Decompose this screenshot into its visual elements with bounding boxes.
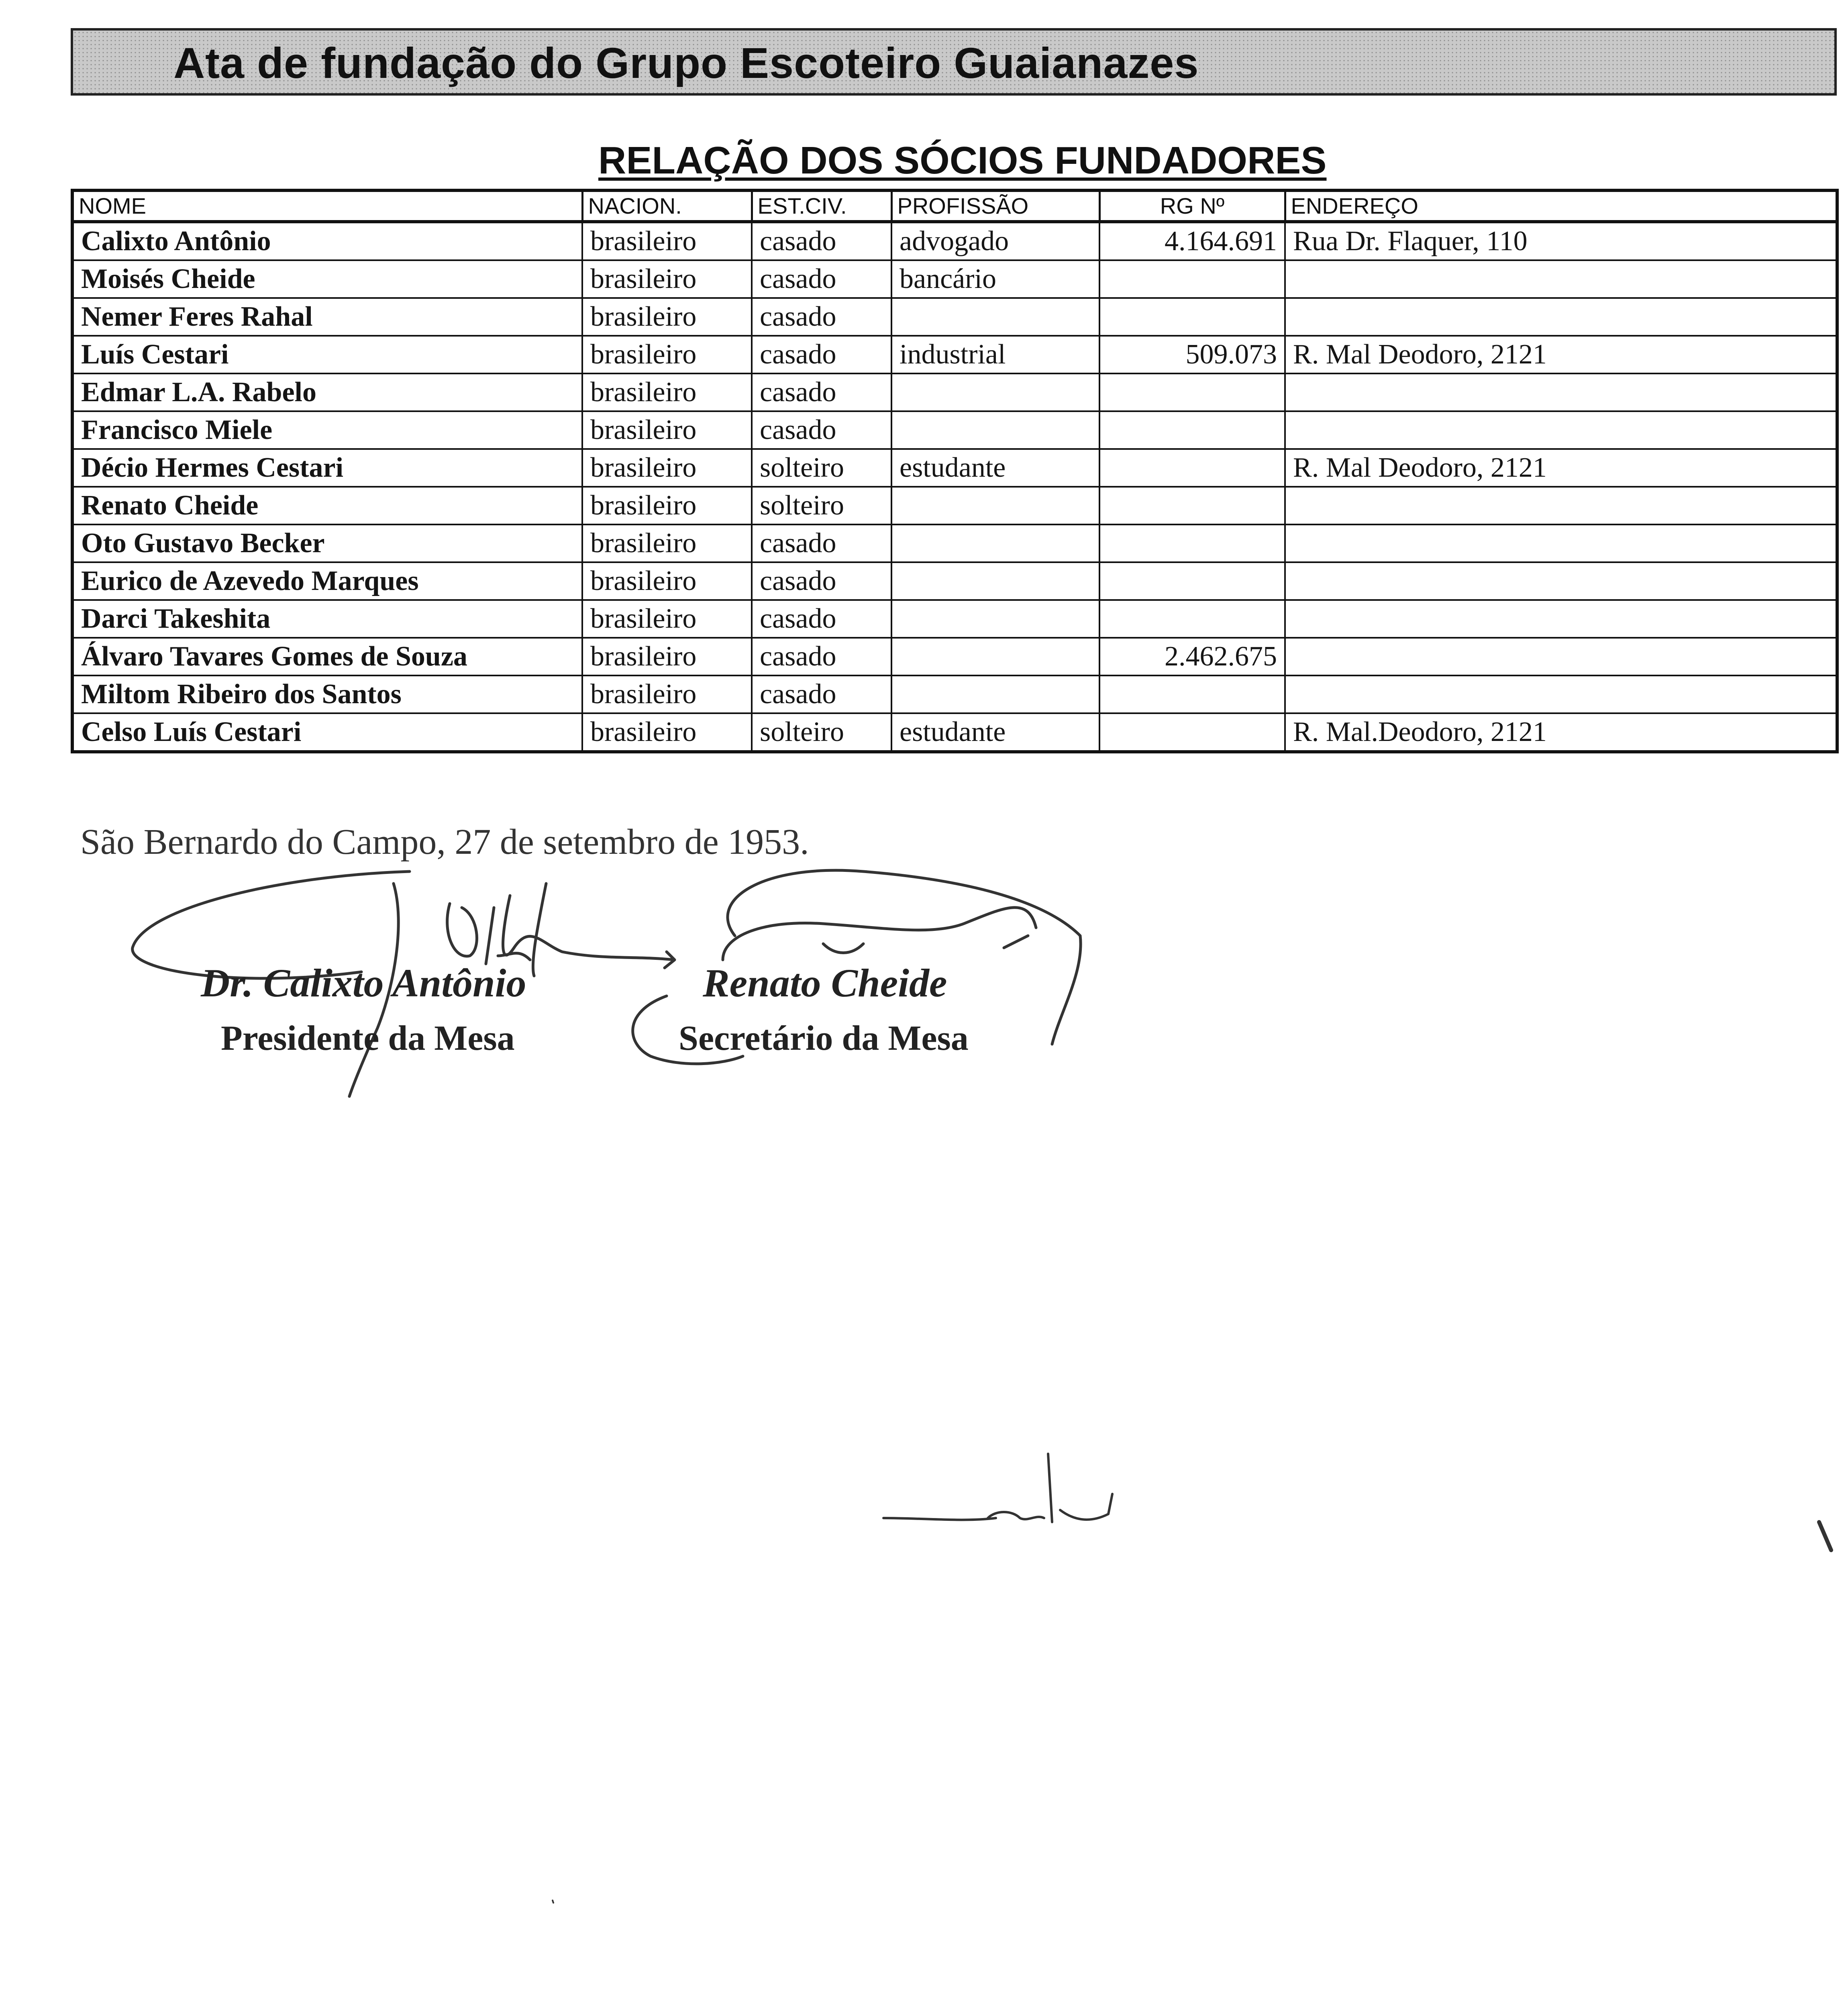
cell-estciv: casado [752, 222, 891, 260]
table-row [72, 562, 1837, 600]
cell-estciv: casado [752, 524, 891, 562]
cell-profissao [891, 562, 1099, 600]
cell-nacion: brasileiro [582, 487, 752, 524]
cell-endereco: Rua Dr. Flaquer, 110 [1285, 222, 1837, 260]
cell-estciv: casado [752, 336, 891, 373]
table-row [72, 449, 1837, 487]
table-row [72, 675, 1837, 713]
cell-nacion: brasileiro [582, 675, 752, 713]
cell-nome: Miltom Ribeiro dos Santos [72, 675, 582, 713]
cell-estciv: casado [752, 638, 891, 675]
cell-rg [1099, 524, 1285, 562]
cell-nacion: brasileiro [582, 562, 752, 600]
cell-profissao: estudante [891, 713, 1099, 752]
cell-rg [1099, 298, 1285, 336]
secretary-signature-loop [723, 908, 1036, 960]
cell-profissao [891, 487, 1099, 524]
president-name: Dr. Calixto Antônio [201, 961, 526, 1005]
cell-estciv: casado [752, 675, 891, 713]
column-header-rg: RG Nº [1099, 190, 1285, 222]
cell-endereco [1285, 524, 1837, 562]
cell-profissao: advogado [891, 222, 1099, 260]
table-body [72, 222, 1837, 752]
cell-rg: 509.073 [1099, 336, 1285, 373]
table-row [72, 373, 1837, 411]
cell-nacion: brasileiro [582, 449, 752, 487]
cell-endereco [1285, 260, 1837, 298]
column-header-endereco: ENDEREÇO [1285, 190, 1837, 222]
cell-profissao [891, 411, 1099, 449]
secretary-name: Renato Cheide [703, 961, 947, 1005]
cell-profissao: estudante [891, 449, 1099, 487]
cell-estciv: casado [752, 298, 891, 336]
cell-estciv: casado [752, 562, 891, 600]
cell-nome: Álvaro Tavares Gomes de Souza [72, 638, 582, 675]
cell-estciv: casado [752, 411, 891, 449]
edge-mark [1819, 1522, 1831, 1550]
cell-nacion: brasileiro [582, 713, 752, 752]
cell-nacion: brasileiro [582, 298, 752, 336]
cell-nome: Renato Cheide [72, 487, 582, 524]
cell-endereco: R. Mal Deodoro, 2121 [1285, 449, 1837, 487]
cell-nacion: brasileiro [582, 336, 752, 373]
cell-nacion: brasileiro [582, 600, 752, 638]
president-role: Presidente da Mesa [221, 1019, 515, 1058]
cell-endereco [1285, 675, 1837, 713]
cell-nome: Moisés Cheide [72, 260, 582, 298]
cell-estciv: solteiro [752, 449, 891, 487]
table-row [72, 336, 1837, 373]
cell-profissao: bancário [891, 260, 1099, 298]
column-header-estciv: EST.CIV. [752, 190, 891, 222]
cell-nome: Edmar L.A. Rabelo [72, 373, 582, 411]
cell-nacion: brasileiro [582, 524, 752, 562]
cell-endereco [1285, 600, 1837, 638]
table-row [72, 713, 1837, 752]
cell-nacion: brasileiro [582, 222, 752, 260]
section-heading: RELAÇÃO DOS SÓCIOS FUNDADORES [598, 139, 1327, 182]
cell-rg: 2.462.675 [1099, 638, 1285, 675]
cell-nacion: brasileiro [582, 260, 752, 298]
table-row [72, 298, 1837, 336]
cell-profissao [891, 600, 1099, 638]
cell-profissao [891, 638, 1099, 675]
founders-table [71, 189, 1839, 753]
table-row [72, 222, 1837, 260]
cell-endereco [1285, 298, 1837, 336]
cell-nome: Calixto Antônio [72, 222, 582, 260]
table-row [72, 638, 1837, 675]
cell-nacion: brasileiro [582, 373, 752, 411]
column-header-profissao: PROFISSÃO [891, 190, 1099, 222]
president-signature-ascender [533, 884, 546, 976]
secretary-signature-mark [823, 936, 1028, 953]
cell-endereco [1285, 638, 1837, 675]
cell-endereco [1285, 411, 1837, 449]
cell-nome: Francisco Miele [72, 411, 582, 449]
cell-endereco [1285, 487, 1837, 524]
cell-estciv: solteiro [752, 713, 891, 752]
cell-estciv: casado [752, 600, 891, 638]
cell-rg [1099, 373, 1285, 411]
cell-nome: Nemer Feres Rahal [72, 298, 582, 336]
table-row [72, 260, 1837, 298]
cell-endereco [1285, 562, 1837, 600]
cell-nacion: brasileiro [582, 638, 752, 675]
cell-rg [1099, 449, 1285, 487]
cell-profissao [891, 675, 1099, 713]
cell-nome: Darci Takeshita [72, 600, 582, 638]
cell-nacion: brasileiro [582, 411, 752, 449]
cell-rg [1099, 600, 1285, 638]
initial-mark [883, 1454, 1112, 1522]
title-banner [71, 28, 1837, 96]
cell-rg [1099, 411, 1285, 449]
cell-nome: Oto Gustavo Becker [72, 524, 582, 562]
date-line: São Bernardo do Campo, 27 de setembro de 1953. [80, 822, 809, 862]
cell-endereco: R. Mal.Deodoro, 2121 [1285, 713, 1837, 752]
cell-endereco [1285, 373, 1837, 411]
cell-rg [1099, 562, 1285, 600]
cell-profissao: industrial [891, 336, 1099, 373]
cell-rg: 4.164.691 [1099, 222, 1285, 260]
cell-rg [1099, 260, 1285, 298]
cell-estciv: solteiro [752, 487, 891, 524]
column-header-nacion: NACION. [582, 190, 752, 222]
table-row [72, 411, 1837, 449]
cell-endereco: R. Mal Deodoro, 2121 [1285, 336, 1837, 373]
cell-rg [1099, 487, 1285, 524]
cell-profissao [891, 298, 1099, 336]
cell-nome: Luís Cestari [72, 336, 582, 373]
table-row [72, 487, 1837, 524]
cell-estciv: casado [752, 373, 891, 411]
cell-rg [1099, 713, 1285, 752]
cell-nome: Celso Luís Cestari [72, 713, 582, 752]
cell-nome: Décio Hermes Cestari [72, 449, 582, 487]
cell-estciv: casado [752, 260, 891, 298]
document-title: Ata de fundação do Grupo Escoteiro Guaianazes [173, 39, 1199, 87]
table-row [72, 600, 1837, 638]
table-header-row [72, 190, 1837, 222]
column-header-nome: NOME [72, 190, 582, 222]
table-row [72, 524, 1837, 562]
cell-nome: Eurico de Azevedo Marques [72, 562, 582, 600]
cell-profissao [891, 373, 1099, 411]
secretary-role: Secretário da Mesa [679, 1019, 969, 1058]
cell-profissao [891, 524, 1099, 562]
cell-rg [1099, 675, 1285, 713]
president-signature-flourish [447, 904, 530, 964]
president-signature-tail [503, 896, 675, 968]
